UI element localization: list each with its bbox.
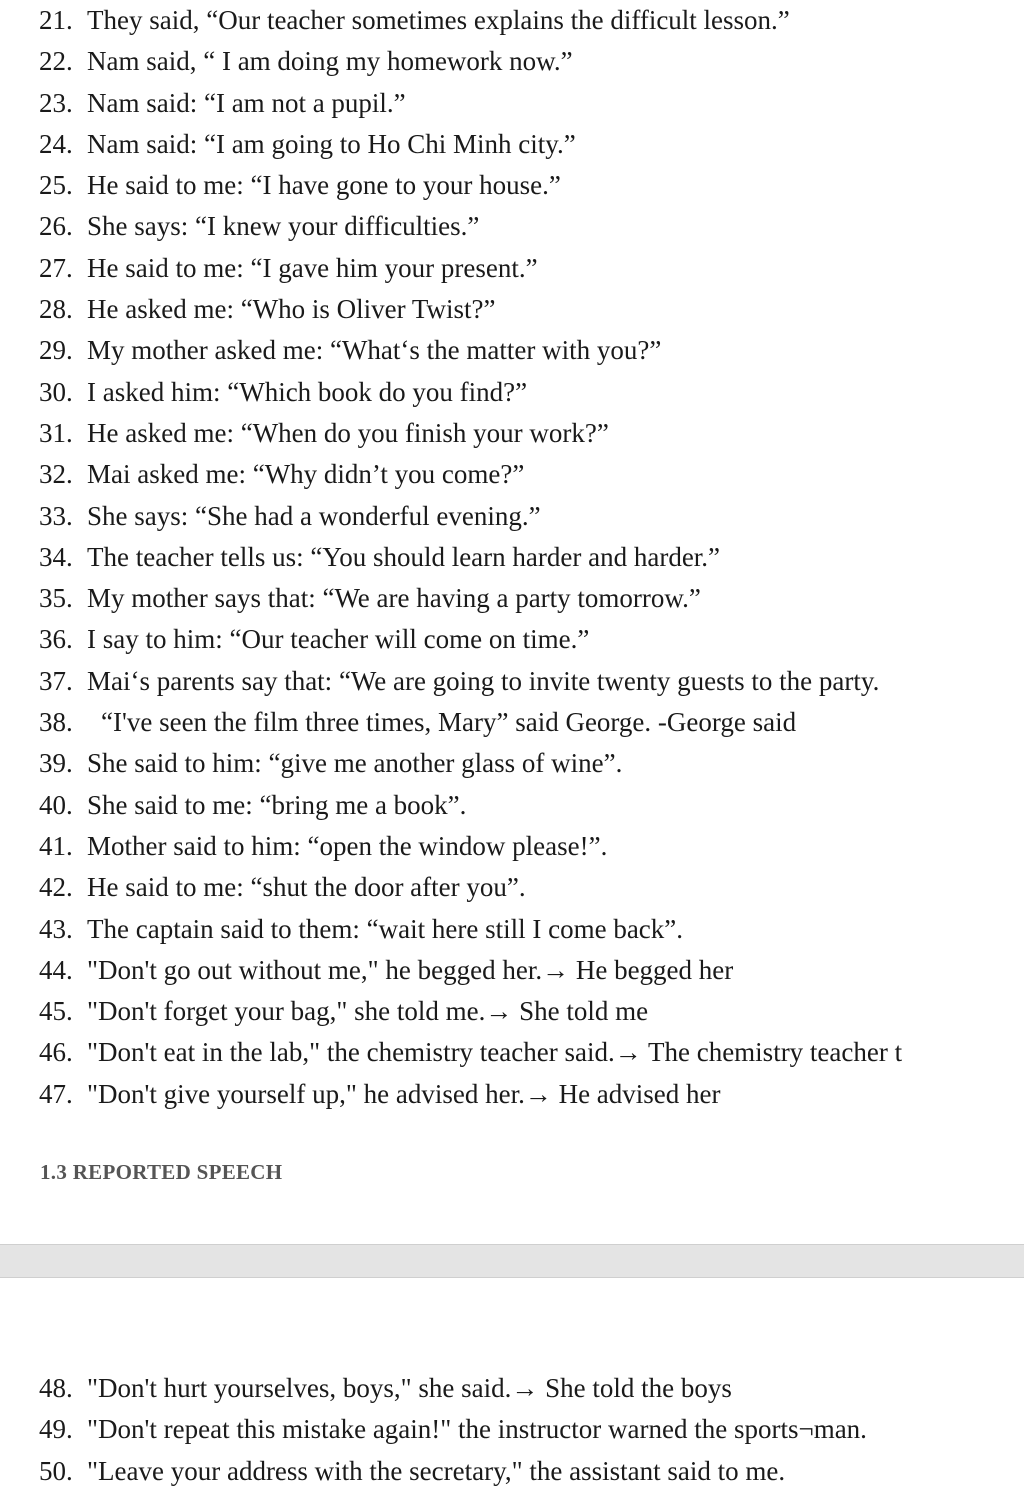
item-number: 41. [39, 830, 73, 861]
exercise-item-50 [0, 1451, 1024, 1492]
exercise-item-25 [0, 165, 1024, 206]
item-number: 35. [39, 583, 73, 614]
exercise-item-24 [0, 124, 1024, 165]
item-number: 48. [39, 1373, 73, 1403]
item-text: "Leave your address with the secretary," the assistant said to me. [87, 1455, 786, 1486]
exercise-item-29 [0, 330, 1024, 371]
item-text: Mai‘s parents say that: “We are going to invite twenty guests to the party. [87, 665, 880, 696]
exercise-item-23 [0, 83, 1024, 124]
exercise-item-21 [0, 0, 1024, 41]
item-text: He said to me: “shut the door after you”. [87, 872, 526, 903]
item-number: 29. [39, 335, 73, 366]
item-number: 25. [39, 170, 73, 201]
item-text: He said to me: “I have gone to your house.” [87, 170, 561, 201]
item-text: "Don't eat in the lab," the chemistry teacher said.→ The chemistry teacher t [87, 1037, 903, 1068]
item-number: 36. [39, 624, 73, 655]
item-number: 39. [39, 748, 73, 779]
exercise-item-22 [0, 41, 1024, 82]
exercise-item-41 [0, 826, 1024, 867]
item-number: 26. [39, 211, 73, 242]
exercise-item-39 [0, 743, 1024, 784]
exercise-item-47 [0, 1074, 1024, 1115]
item-text: They said, “Our teacher sometimes explains the difficult lesson.” [87, 5, 790, 35]
item-number: 43. [39, 913, 73, 944]
item-number: 50. [39, 1455, 73, 1486]
item-number: 33. [39, 500, 73, 531]
exercise-item-33 [0, 496, 1024, 537]
item-text: My mother says that: “We are having a party tomorrow.” [87, 583, 701, 614]
item-text: The captain said to them: “wait here still I come back”. [87, 913, 684, 944]
item-text: Nam said: “I am going to Ho Chi Minh city.” [87, 128, 576, 159]
exercise-item-32 [0, 454, 1024, 495]
exercise-item-30 [0, 372, 1024, 413]
item-text: Mai asked me: “Why didn’t you come?” [87, 459, 525, 490]
item-text: He asked me: “When do you finish your work?” [87, 417, 609, 448]
item-text: "Don't go out without me," he begged her.→ He begged her [87, 954, 734, 985]
exercise-item-35 [0, 578, 1024, 619]
exercise-item-28 [0, 289, 1024, 330]
item-text: He said to me: “I gave him your present.” [87, 252, 538, 283]
item-number: 23. [39, 87, 73, 118]
item-text: "Don't give yourself up," he advised her.→ He advised her [87, 1078, 721, 1109]
exercise-item-48 [0, 1368, 1024, 1409]
item-number: 37. [39, 665, 73, 696]
item-number: 27. [39, 252, 73, 283]
exercise-item-42 [0, 867, 1024, 908]
item-number: 38. [39, 707, 73, 738]
exercise-item-46 [0, 1032, 1024, 1073]
item-number: 42. [39, 872, 73, 903]
item-text: The teacher tells us: “You should learn harder and harder.” [87, 541, 721, 572]
exercise-list-bottom [0, 1368, 1024, 1492]
item-number: 46. [39, 1037, 73, 1068]
item-text: She said to him: “give me another glass of wine”. [87, 748, 623, 779]
exercise-item-31 [0, 413, 1024, 454]
exercise-item-27 [0, 248, 1024, 289]
item-number: 45. [39, 996, 73, 1027]
exercise-item-45 [0, 991, 1024, 1032]
item-number: 34. [39, 541, 73, 572]
item-number: 30. [39, 376, 73, 407]
item-number: 24. [39, 128, 73, 159]
item-text: "Don't hurt yourselves, boys," she said.→ She told the boys [87, 1373, 732, 1403]
item-text: She says: “She had a wonderful evening.” [87, 500, 541, 531]
exercise-item-34 [0, 537, 1024, 578]
exercise-item-26 [0, 206, 1024, 247]
item-text: He asked me: “Who is Oliver Twist?” [87, 294, 496, 325]
item-text: My mother asked me: “What‘s the matter with you?” [87, 335, 662, 366]
item-number: 44. [39, 954, 73, 985]
item-number: 40. [39, 789, 73, 820]
item-text: Mother said to him: “open the window please!”. [87, 830, 608, 861]
exercise-item-37 [0, 661, 1024, 702]
item-text: "Don't forget your bag," she told me.→ She told me [87, 996, 649, 1027]
item-number: 31. [39, 417, 73, 448]
section-heading: 1.3 REPORTED SPEECH [40, 1160, 283, 1184]
item-text: "Don't repeat this mistake again!" the instructor warned the sports¬man. [87, 1414, 867, 1445]
item-text: She said to me: “bring me a book”. [87, 789, 467, 820]
exercise-item-44 [0, 950, 1024, 991]
item-number: 22. [39, 46, 73, 77]
item-text: I say to him: “Our teacher will come on time.” [87, 624, 590, 655]
exercise-item-38 [0, 702, 1024, 743]
exercise-item-40 [0, 785, 1024, 826]
item-number: 21. [39, 5, 73, 35]
item-text: She says: “I knew your difficulties.” [87, 211, 480, 242]
item-number: 49. [39, 1414, 73, 1445]
item-text: Nam said: “I am not a pupil.” [87, 87, 406, 118]
item-text: “I've seen the film three times, Mary” said George. -George said [101, 707, 797, 738]
item-text: I asked him: “Which book do you find?” [87, 376, 528, 407]
item-text: Nam said, “ I am doing my homework now.” [87, 46, 573, 77]
page-break-divider [0, 1244, 1024, 1278]
item-number: 47. [39, 1078, 73, 1109]
item-number: 28. [39, 294, 73, 325]
exercise-item-43 [0, 909, 1024, 950]
exercise-item-49 [0, 1409, 1024, 1450]
exercise-item-36 [0, 619, 1024, 660]
item-number: 32. [39, 459, 73, 490]
